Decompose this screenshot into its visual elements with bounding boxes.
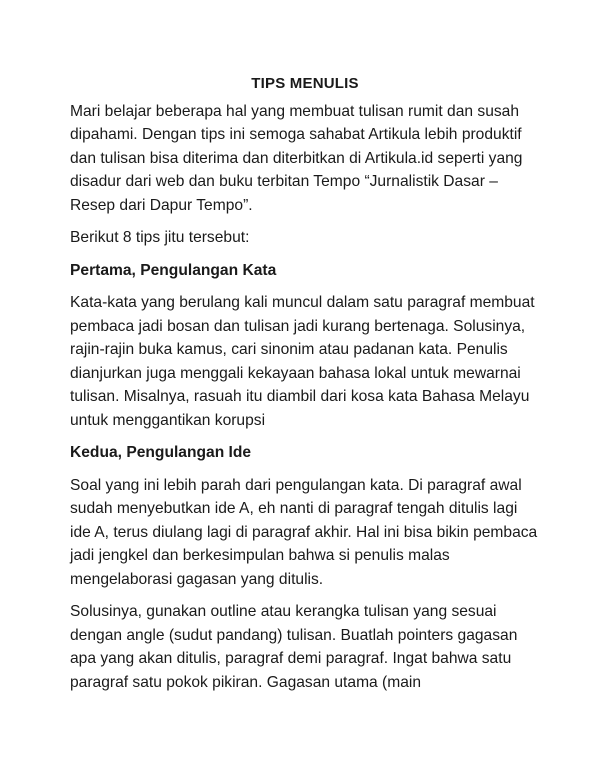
- section-heading-pertama: Pertama, Pengulangan Kata: [70, 261, 277, 279]
- section-paragraph: Solusinya, gunakan outline atau kerangka tulisan yang sesuai dengan angle (sudut pandang) tulisan. Buatlah pointers gagasan apa yang akan ditulis, paragraf demi paragraf. Ingat bahwa satu paragraf satu pokok pikiran. Gagasan utama (main: [70, 603, 518, 691]
- document-title: TIPS MENULIS: [251, 75, 359, 92]
- section-paragraph: Soal yang ini lebih parah dari pengulangan kata. Di paragraf awal sudah menyebutkan ide A, eh nanti di paragraf tengah ditulis lagi ide A, terus diulang lagi di paragraf akhir. Hal ini bisa bikin pembaca jadi jengkel dan berkesimpulan bahwa si penulis malas mengelaborasi gagasan yang ditulis.: [70, 476, 538, 588]
- intro-paragraph: Mari belajar beberapa hal yang membuat tulisan rumit dan susah dipahami. Dengan tips ini semoga sahabat Artikula lebih produktif dan tulisan bisa diterima dan diterbitkan di Artikula.id seperti yang disadur dari web dan buku terbitan Tempo “Jurnalistik Dasar – Resep dari Dapur Tempo”.: [70, 102, 523, 214]
- document-page: [70, 72, 540, 703]
- lead-paragraph: Berikut 8 tips jitu tersebut:: [70, 229, 250, 246]
- section-paragraph: Kata-kata yang berulang kali muncul dalam satu paragraf membuat pembaca jadi bosan dan tulisan jadi kurang bertenaga. Solusinya, rajin-rajin buka kamus, cari sinonim atau padanan kata. Penulis dianjurkan juga menggali kekayaan bahasa lokal untuk mewarnai tulisan. Misalnya, rasuah itu diambil dari kosa kata Bahasa Melayu untuk menggantikan korupsi: [70, 294, 535, 429]
- section-heading-kedua: Kedua, Pengulangan Ide: [70, 444, 252, 461]
